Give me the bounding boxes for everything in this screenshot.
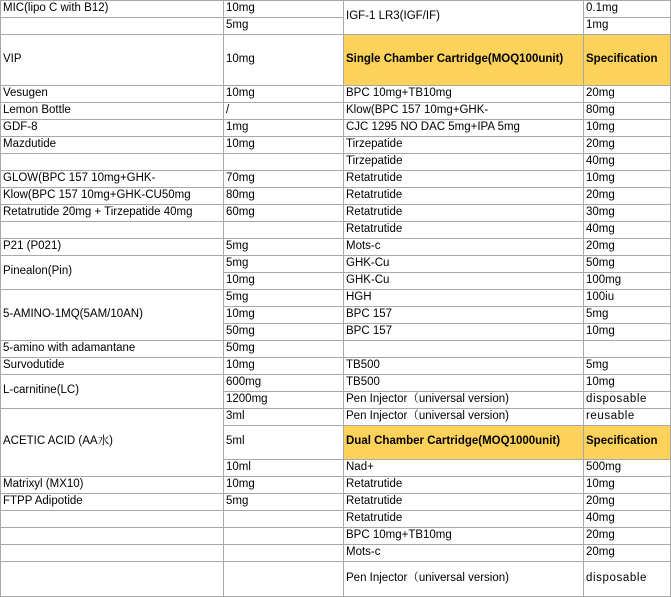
left-product-spec[interactable]: / [226, 103, 230, 116]
grid-line [343, 170, 583, 171]
left-product-name[interactable] [0, 153, 223, 170]
single-chamber-spec[interactable]: 10mg [586, 120, 615, 133]
left-product-name[interactable]: Matrixyl (MX10) [3, 477, 84, 490]
left-product-spec[interactable]: 10ml [226, 460, 251, 473]
left-product-spec[interactable]: 1mg [226, 120, 249, 133]
grid-line [343, 408, 583, 409]
grid-line [343, 119, 583, 120]
single-chamber-name[interactable]: Retatrutide [346, 171, 403, 184]
grid-line [583, 544, 671, 545]
grid-line [583, 170, 671, 171]
grid-line [223, 289, 343, 290]
left-product-name[interactable]: GDF-8 [3, 120, 38, 133]
single-chamber-spec[interactable]: 10mg [586, 171, 615, 184]
single-chamber-name[interactable]: TB500 [346, 375, 380, 388]
grid-line [0, 289, 223, 290]
grid-line [223, 17, 343, 18]
grid-line [343, 306, 583, 307]
grid-line [343, 476, 583, 477]
grid-line [223, 493, 343, 494]
grid-line [0, 170, 223, 171]
dual-chamber-spec[interactable]: 500mg [586, 460, 622, 473]
grid-line [223, 425, 343, 426]
single-chamber-spec[interactable]: 40mg [586, 154, 615, 167]
grid-line [0, 544, 223, 545]
grid-line [0, 0, 1, 596]
dual-chamber-spec[interactable]: 20mg [586, 545, 615, 558]
grid-line [223, 238, 343, 239]
grid-line [583, 17, 671, 18]
single-chamber-spec[interactable]: reusable [586, 409, 635, 422]
dual-chamber-spec[interactable]: 20mg [586, 494, 615, 507]
grid-line [0, 493, 223, 494]
left-product-name[interactable]: ACETIC ACID (AA水) [3, 435, 113, 448]
left-product-name[interactable]: Vesugen [3, 86, 48, 99]
grid-line [583, 493, 671, 494]
dual-chamber-spec[interactable]: 40mg [586, 511, 615, 524]
grid-line [583, 0, 671, 1]
left-product-spec[interactable]: 50mg [226, 341, 255, 354]
grid-line [343, 153, 583, 154]
left-product-name[interactable]: 5-AMINO-1MQ(5AM/10AN) [3, 307, 143, 320]
left-product-name[interactable]: P21 (P021) [3, 239, 62, 252]
grid-line [343, 323, 583, 324]
grid-line [223, 119, 343, 120]
grid-line [343, 0, 344, 596]
grid-line [343, 221, 583, 222]
left-product-spec[interactable]: 5mg [226, 239, 249, 252]
single-chamber-name[interactable]: Mots-c [346, 239, 381, 252]
grid-line [343, 272, 583, 273]
single-chamber-spec[interactable]: 5mg [586, 307, 609, 320]
grid-line [223, 459, 343, 460]
left-product-spec[interactable]: 10mg [226, 477, 255, 490]
left-product-spec[interactable]: 3ml [226, 409, 245, 422]
grid-line [223, 85, 343, 86]
grid-line [0, 510, 223, 511]
left-product-spec[interactable]: 5mg [226, 290, 249, 303]
grid-line [223, 204, 343, 205]
left-product-spec[interactable] [223, 221, 343, 238]
grid-line [583, 425, 671, 426]
single-chamber-name[interactable]: BPC 157 [346, 307, 393, 320]
grid-line [583, 391, 671, 392]
grid-line [0, 238, 223, 239]
left-product-name[interactable]: L-carnitine(LC) [3, 384, 80, 397]
single-chamber-spec[interactable]: 30mg [586, 205, 615, 218]
single-chamber-spec[interactable]: 100iu [586, 290, 615, 303]
grid-line [583, 204, 671, 205]
grid-line [583, 255, 671, 256]
left-product-name[interactable]: FTPP Adipotide [3, 494, 83, 507]
grid-line [0, 357, 223, 358]
left-product-spec[interactable] [223, 153, 343, 170]
grid-line [343, 391, 583, 392]
grid-line [583, 221, 671, 222]
single-chamber-name[interactable]: Tirzepatide [346, 137, 403, 150]
grid-line [223, 187, 343, 188]
single-chamber-name[interactable]: BPC 10mg+TB10mg [346, 86, 452, 99]
single-chamber-spec[interactable]: 50mg [586, 256, 615, 269]
grid-line [583, 561, 671, 562]
left-product-spec[interactable]: 1200mg [226, 392, 268, 405]
left-product-spec[interactable]: 80mg [226, 188, 255, 201]
grid-line [343, 459, 583, 460]
grid-line [223, 0, 343, 1]
left-product-spec[interactable]: 5mg [226, 494, 249, 507]
grid-line [223, 0, 224, 596]
single-chamber-name[interactable]: BPC 157 [346, 324, 393, 337]
grid-line [0, 476, 223, 477]
single-chamber-spec[interactable]: 20mg [586, 188, 615, 201]
grid-line [223, 510, 343, 511]
grid-line [223, 323, 343, 324]
grid-line [0, 34, 223, 35]
grid-line [583, 408, 671, 409]
single-chamber-spec-header[interactable]: Specification [583, 34, 671, 85]
single-chamber-name[interactable]: Retatrutide [346, 205, 403, 218]
grid-line [223, 357, 343, 358]
dual-chamber-header[interactable]: Dual Chamber Cartridge(MOQ1000unit) [343, 425, 583, 459]
single-chamber-name[interactable]: HGH [346, 290, 372, 303]
single-chamber-name[interactable]: GHK-Cu [346, 273, 390, 286]
left-product-spec[interactable]: 50mg [226, 324, 255, 337]
single-chamber-spec[interactable]: 20mg [586, 137, 615, 150]
left-product-spec[interactable]: 10mg [226, 86, 255, 99]
left-product-name[interactable]: GLOW(BPC 157 10mg+GHK- [3, 171, 156, 184]
grid-line [0, 153, 223, 154]
grid-line [223, 561, 343, 562]
igf-spec[interactable]: 0.1mg [586, 1, 618, 14]
single-chamber-name[interactable]: Tirzepatide [346, 154, 403, 167]
left-product-spec[interactable]: 10mg [226, 307, 255, 320]
grid-line [0, 221, 223, 222]
grid-line [343, 34, 583, 35]
dual-chamber-spec[interactable]: 10mg [586, 477, 615, 490]
grid-line [223, 408, 343, 409]
left-product-name[interactable]: Mazdutide [3, 137, 57, 150]
single-chamber-name[interactable]: Retatrutide [346, 222, 403, 235]
grid-line [223, 527, 343, 528]
left-product-name[interactable]: Survodutide [3, 358, 65, 371]
single-chamber-spec[interactable]: 10mg [586, 324, 615, 337]
single-chamber-spec[interactable] [583, 340, 671, 357]
grid-line [223, 221, 343, 222]
left-product-name[interactable]: VIP [3, 52, 22, 65]
grid-line [223, 272, 343, 273]
grid-line [583, 510, 671, 511]
single-chamber-spec[interactable]: 10mg [586, 375, 615, 388]
single-chamber-header[interactable]: Single Chamber Cartridge(MOQ100unit) [343, 34, 583, 85]
grid-line [583, 357, 671, 358]
grid-line [0, 136, 223, 137]
left-empty-cell[interactable] [0, 527, 223, 544]
grid-line [583, 102, 671, 103]
grid-line [223, 102, 343, 103]
grid-line [343, 374, 583, 375]
left-product-spec[interactable]: 5ml [226, 435, 245, 448]
dual-chamber-spec-header[interactable]: Specification [583, 425, 671, 459]
grid-line [0, 187, 223, 188]
left-product-spec[interactable]: 5mg [226, 256, 249, 269]
dual-chamber-name[interactable]: Mots-c [346, 545, 381, 558]
grid-line [343, 102, 583, 103]
grid-line [0, 408, 223, 409]
single-chamber-spec[interactable]: 100mg [586, 273, 622, 286]
grid-line [223, 153, 343, 154]
grid-line [343, 204, 583, 205]
grid-line [583, 238, 671, 239]
grid-line [583, 289, 671, 290]
grid-line [583, 119, 671, 120]
grid-line [343, 493, 583, 494]
left-product-spec[interactable]: 5mg [226, 18, 249, 31]
left-product-name[interactable]: Lemon Bottle [3, 103, 71, 116]
single-chamber-name[interactable]: Klow(BPC 157 10mg+GHK- [346, 103, 489, 116]
grid-line [343, 340, 583, 341]
single-chamber-spec[interactable]: 20mg [586, 239, 615, 252]
grid-line [343, 136, 583, 137]
dual-chamber-name[interactable]: Retatrutide [346, 494, 403, 507]
grid-line [583, 374, 671, 375]
grid-line [0, 119, 223, 120]
grid-line [343, 425, 583, 426]
left-product-spec[interactable]: 70mg [226, 171, 255, 184]
left-product-name[interactable] [0, 17, 223, 34]
single-chamber-spec[interactable]: 5mg [586, 358, 609, 371]
grid-line [583, 340, 671, 341]
single-chamber-name[interactable]: TB500 [346, 358, 380, 371]
grid-line [583, 272, 671, 273]
grid-line [223, 34, 343, 35]
grid-line [0, 204, 223, 205]
single-chamber-name[interactable]: Pen Injector（universal version) [346, 392, 509, 405]
grid-line [223, 306, 343, 307]
grid-line [343, 357, 583, 358]
grid-line [0, 374, 223, 375]
grid-line [583, 323, 671, 324]
left-product-name[interactable]: Pinealon(Pin) [3, 265, 73, 278]
left-product-name[interactable]: 5-amino with adamantane [3, 341, 136, 354]
single-chamber-spec[interactable]: 80mg [586, 103, 615, 116]
grid-line [223, 170, 343, 171]
grid-line [223, 136, 343, 137]
grid-line [343, 527, 583, 528]
grid-line [343, 561, 583, 562]
single-chamber-spec[interactable]: disposable [586, 392, 647, 405]
grid-line [0, 561, 223, 562]
grid-line [343, 510, 583, 511]
igf-product-name[interactable]: IGF-1 LR3(IGF/IF) [346, 10, 440, 23]
grid-line [223, 476, 343, 477]
single-chamber-spec[interactable]: 20mg [586, 86, 615, 99]
grid-line [583, 459, 671, 460]
grid-line [0, 255, 223, 256]
dual-chamber-name[interactable]: Nad+ [346, 460, 374, 473]
single-chamber-spec[interactable]: 40mg [586, 222, 615, 235]
grid-line [343, 238, 583, 239]
grid-line [583, 527, 671, 528]
dual-chamber-spec[interactable]: disposable [586, 571, 647, 584]
single-chamber-name[interactable]: Retatrutide [346, 188, 403, 201]
left-product-spec[interactable]: 10mg [226, 52, 255, 65]
left-product-spec[interactable]: 10mg [226, 137, 255, 150]
grid-line [0, 340, 223, 341]
left-product-spec[interactable]: 60mg [226, 205, 255, 218]
grid-line [343, 0, 583, 1]
grid-line [583, 85, 671, 86]
single-chamber-name[interactable]: Pen Injector（universal version) [346, 409, 509, 422]
left-product-spec[interactable]: 10mg [226, 358, 255, 371]
single-chamber-name[interactable]: CJC 1295 NO DAC 5mg+IPA 5mg [346, 120, 520, 133]
grid-line [0, 85, 223, 86]
left-product-name[interactable]: MIC(lipo C with B12) [3, 1, 109, 14]
dual-chamber-name[interactable]: Retatrutide [346, 511, 403, 524]
grid-line [583, 34, 671, 35]
left-empty-cell[interactable] [223, 510, 343, 527]
left-product-spec[interactable]: 10mg [226, 273, 255, 286]
left-empty-cell[interactable] [223, 527, 343, 544]
left-product-spec[interactable]: 10mg [226, 1, 255, 14]
grid-line [0, 102, 223, 103]
grid-line [583, 306, 671, 307]
left-empty-cell[interactable] [0, 510, 223, 527]
left-product-name[interactable]: Klow(BPC 157 10mg+GHK-CU50mg [3, 188, 191, 201]
grid-line [223, 255, 343, 256]
grid-line [343, 289, 583, 290]
left-product-name[interactable]: Retatrutide 20mg + Tirzepatide 40mg [3, 205, 193, 218]
left-empty-cell[interactable] [223, 544, 343, 561]
grid-line [0, 0, 223, 1]
dual-chamber-name[interactable]: BPC 10mg+TB10mg [346, 528, 452, 541]
grid-line [343, 255, 583, 256]
dual-chamber-name[interactable]: Retatrutide [346, 477, 403, 490]
igf-spec[interactable]: 1mg [586, 18, 609, 31]
grid-line [223, 391, 343, 392]
grid-line [223, 374, 343, 375]
grid-line [0, 527, 223, 528]
dual-chamber-spec[interactable]: 20mg [586, 528, 615, 541]
left-empty-cell[interactable] [0, 544, 223, 561]
grid-line [343, 85, 583, 86]
grid-line [583, 187, 671, 188]
dual-chamber-name[interactable]: Pen Injector（universal version) [346, 571, 509, 584]
grid-line [583, 476, 671, 477]
grid-line [343, 544, 583, 545]
left-product-name[interactable] [0, 221, 223, 238]
left-product-spec[interactable]: 600mg [226, 375, 262, 388]
grid-line [583, 0, 584, 596]
single-chamber-name[interactable]: GHK-Cu [346, 256, 390, 269]
grid-line [223, 340, 343, 341]
grid-line [583, 136, 671, 137]
grid-line [0, 17, 223, 18]
grid-line [583, 153, 671, 154]
grid-line [223, 544, 343, 545]
grid-line [343, 187, 583, 188]
single-chamber-name[interactable] [343, 340, 583, 357]
